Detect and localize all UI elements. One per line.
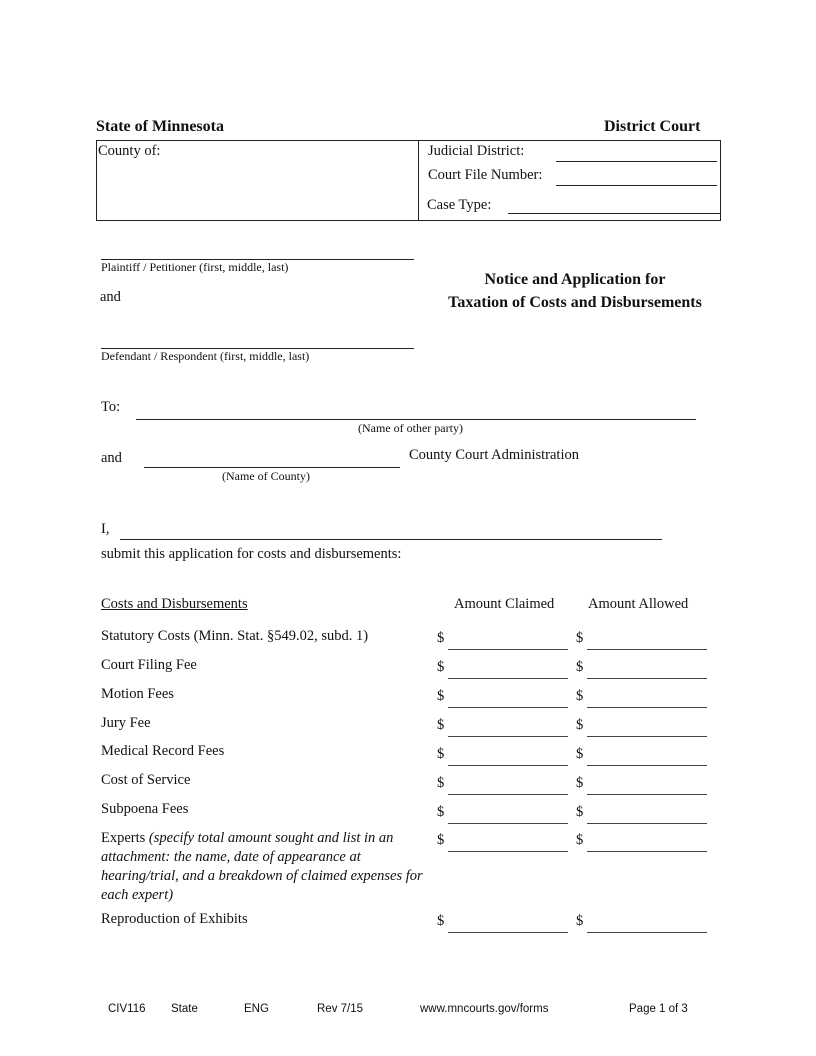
medical-record-fees-allowed-field[interactable] <box>587 765 707 766</box>
footer-url[interactable]: www.mncourts.gov/forms <box>420 1003 549 1015</box>
footer-language: ENG <box>244 1003 269 1015</box>
row-label-motion-fees: Motion Fees <box>101 686 174 702</box>
reproduction-claimed-field[interactable] <box>448 932 568 933</box>
footer-revision: Rev 7/15 <box>317 1003 364 1015</box>
judicial-district-label: Judicial District: <box>428 143 525 159</box>
case-type-label: Case Type: <box>427 197 492 213</box>
row-label-subpoena-fees: Subpoena Fees <box>101 801 189 817</box>
footer-jurisdiction: State <box>171 1003 198 1015</box>
reproduction-allowed-field[interactable] <box>587 932 707 933</box>
jury-fee-claimed-field[interactable] <box>448 736 568 737</box>
allowed-dollar: $ <box>576 832 584 848</box>
row-label-jury-fee: Jury Fee <box>101 715 151 731</box>
cost-of-service-allowed-field[interactable] <box>587 794 707 795</box>
county-admin-text: County Court Administration <box>409 447 579 463</box>
subpoena-fees-allowed-field[interactable] <box>587 823 707 824</box>
experts-note: (specify total amount sought and list in an attachment: the name, date of appearance at hearing/trial, and a breakdown of claimed expenses for each expert) <box>101 830 423 903</box>
and-county-label: and <box>101 450 122 466</box>
experts-allowed-field[interactable] <box>587 851 707 852</box>
row-label-experts <box>101 829 431 905</box>
allowed-dollar: $ <box>576 717 584 733</box>
statutory-costs-allowed-field[interactable] <box>587 649 707 650</box>
medical-record-fees-claimed-field[interactable] <box>448 765 568 766</box>
i-label: I, <box>101 521 110 537</box>
caption-divider <box>418 140 419 220</box>
judicial-district-field[interactable] <box>556 161 717 162</box>
court-file-number-label: Court File Number: <box>428 167 543 183</box>
other-party-caption: (Name of other party) <box>358 421 463 435</box>
claimed-dollar: $ <box>437 717 445 733</box>
motion-fees-allowed-field[interactable] <box>587 707 707 708</box>
row-label-medical-record-fees: Medical Record Fees <box>101 743 225 759</box>
plaintiff-caption: Plaintiff / Petitioner (first, middle, last) <box>101 260 289 274</box>
costs-header: Costs and Disbursements <box>101 596 248 612</box>
caption-box <box>96 140 721 221</box>
allowed-dollar: $ <box>576 746 584 762</box>
form-title-line2: Taxation of Costs and Disbursements <box>448 294 702 311</box>
to-label: To: <box>101 399 121 415</box>
and-label: and <box>100 289 121 305</box>
county-of-label: County of: <box>98 143 161 159</box>
state-heading: State of Minnesota <box>96 118 224 135</box>
motion-fees-claimed-field[interactable] <box>448 707 568 708</box>
court-filing-fee-claimed-field[interactable] <box>448 678 568 679</box>
allowed-dollar: $ <box>576 804 584 820</box>
claimed-dollar: $ <box>437 630 445 646</box>
other-party-field[interactable] <box>136 419 696 420</box>
experts-label: Experts <box>101 830 146 846</box>
subpoena-fees-claimed-field[interactable] <box>448 823 568 824</box>
footer-page-number: Page 1 of 3 <box>629 1003 688 1015</box>
footer-form-id: CIV116 <box>108 1003 146 1015</box>
form-title <box>420 268 730 314</box>
case-type-field[interactable] <box>508 213 720 214</box>
court-heading: District Court <box>604 118 701 135</box>
allowed-dollar: $ <box>576 630 584 646</box>
experts-claimed-field[interactable] <box>448 851 568 852</box>
row-label-cost-of-service: Cost of Service <box>101 772 191 788</box>
allowed-dollar: $ <box>576 659 584 675</box>
col-amount-allowed: Amount Allowed <box>588 596 689 612</box>
row-label-reproduction-of-exhibits: Reproduction of Exhibits <box>101 911 248 927</box>
statutory-costs-claimed-field[interactable] <box>448 649 568 650</box>
court-file-number-field[interactable] <box>556 185 717 186</box>
row-label-statutory-costs: Statutory Costs (Minn. Stat. §549.02, subd. 1) <box>101 628 369 644</box>
col-amount-claimed: Amount Claimed <box>454 596 555 612</box>
submit-text: submit this application for costs and disbursements: <box>101 546 402 562</box>
defendant-caption: Defendant / Respondent (first, middle, last) <box>101 349 310 363</box>
county-caption: (Name of County) <box>222 469 310 483</box>
claimed-dollar: $ <box>437 913 445 929</box>
cost-of-service-claimed-field[interactable] <box>448 794 568 795</box>
claimed-dollar: $ <box>437 659 445 675</box>
form-title-line1: Notice and Application for <box>484 271 666 288</box>
jury-fee-allowed-field[interactable] <box>587 736 707 737</box>
county-name-field[interactable] <box>144 467 400 468</box>
allowed-dollar: $ <box>576 688 584 704</box>
allowed-dollar: $ <box>576 913 584 929</box>
claimed-dollar: $ <box>437 746 445 762</box>
claimed-dollar: $ <box>437 688 445 704</box>
allowed-dollar: $ <box>576 775 584 791</box>
claimed-dollar: $ <box>437 775 445 791</box>
applicant-name-field[interactable] <box>120 539 662 540</box>
claimed-dollar: $ <box>437 832 445 848</box>
row-label-court-filing-fee: Court Filing Fee <box>101 657 197 673</box>
court-filing-fee-allowed-field[interactable] <box>587 678 707 679</box>
claimed-dollar: $ <box>437 804 445 820</box>
